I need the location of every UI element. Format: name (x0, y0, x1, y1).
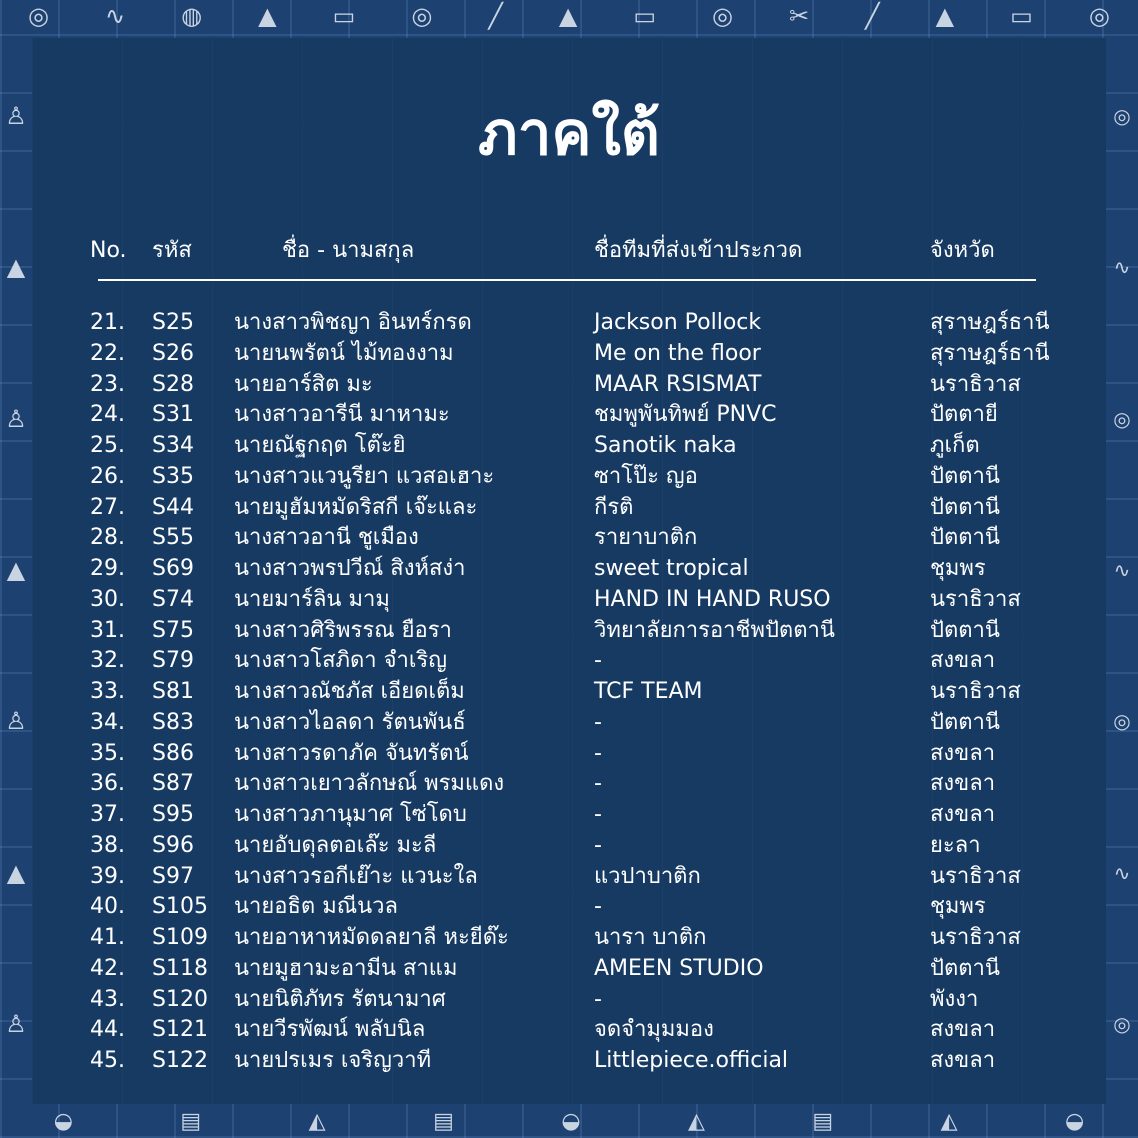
row-number: 30. (90, 586, 125, 612)
row-name: นายอธิต มณีนวล (234, 894, 398, 920)
row-province: นราธิวาส (930, 679, 1021, 704)
row-province: นราธิวาส (930, 586, 1021, 612)
row-name: นางสาวพรปวีณ์ สิงห์สง่า (234, 556, 466, 581)
row-province: นราธิวาส (930, 371, 1021, 397)
thread-icon: ∿ (1113, 557, 1131, 582)
row-name: นางสาวรดาภัค จันทรัตน์ (234, 740, 469, 766)
row-number: 21. (90, 310, 125, 335)
thread-icon: ∿ (1113, 860, 1131, 885)
row-province: สงขลา (930, 648, 996, 674)
row-team: TCF TEAM (594, 679, 703, 704)
scissors-icon: ✂ (789, 2, 810, 30)
table-row (32, 739, 1106, 770)
row-name: นายนิติภัทร รัตนามาศ (234, 986, 446, 1012)
row-code: S35 (152, 463, 194, 489)
row-name: นางสาวอานี ชูเมือง (234, 525, 419, 551)
row-province: ปัตตานี (930, 525, 1000, 551)
row-team: วิทยาลัยการอาชีพปัตตานี (594, 617, 835, 643)
button-icon: ◎ (1088, 2, 1110, 30)
row-code: S95 (152, 802, 194, 827)
row-number: 22. (90, 340, 125, 366)
thimble-icon: ▲ (558, 2, 578, 30)
pincushion-icon: ◒ (561, 1108, 581, 1134)
row-code: S44 (152, 494, 194, 520)
header-name: ชื่อ - นามสกุล (282, 238, 415, 263)
thimble-icon: ▲ (6, 253, 26, 282)
row-team: รายาบาติก (594, 525, 698, 551)
table-row (32, 862, 1106, 893)
row-team: นารา บาติก (594, 925, 707, 950)
decorative-border-left (0, 40, 32, 1100)
table-row (32, 400, 1106, 431)
button-icon: ◎ (712, 2, 733, 30)
row-team: - (594, 986, 602, 1012)
ruler-icon: ▭ (633, 2, 656, 30)
row-team: - (594, 832, 602, 858)
row-number: 31. (90, 617, 125, 643)
ruler-icon: ▤ (180, 1108, 202, 1134)
row-province: ปัตตานี (930, 709, 1000, 735)
row-number: 23. (90, 371, 125, 397)
row-name: นายมูฮัมหมัดริสกี เจ๊ะและ (234, 494, 478, 520)
row-team: AMEEN STUDIO (594, 955, 764, 981)
row-province: สงขลา (930, 1017, 996, 1043)
row-team: sweet tropical (594, 556, 749, 581)
row-code: S34 (152, 433, 194, 458)
button-icon: ◎ (28, 2, 49, 30)
row-team: ซาโป๊ะ ญอ (594, 463, 698, 489)
row-code: S75 (152, 617, 194, 643)
row-code: S109 (152, 925, 208, 950)
row-number: 41. (90, 925, 125, 950)
table-row (32, 431, 1106, 462)
table-row (32, 646, 1106, 677)
row-code: S79 (152, 648, 194, 674)
row-name: นายมาร์ลิน มามุ (234, 586, 390, 612)
table-row (32, 985, 1106, 1016)
row-number: 28. (90, 525, 125, 551)
table-row (32, 923, 1106, 954)
table-row (32, 554, 1106, 585)
table-row (32, 616, 1106, 647)
row-number: 27. (90, 494, 125, 520)
row-team: Me on the floor (594, 340, 761, 366)
row-name: นายณัฐกฤต โต๊ะยิ (234, 433, 406, 458)
iron-icon: ◭ (688, 1108, 705, 1134)
dress-form-icon: ♙ (5, 404, 27, 433)
row-team: - (594, 802, 602, 827)
row-name: นายวีรพัฒน์ พลับนิล (234, 1017, 426, 1043)
table-row (32, 1046, 1106, 1077)
row-team: - (594, 740, 602, 766)
row-name: นางสาวแวนูรียา แวสอเฮาะ (234, 463, 495, 489)
row-code: S105 (152, 894, 208, 920)
row-team: ชมพูพันทิพย์ PNVC (594, 402, 777, 428)
iron-icon: ◭ (308, 1108, 326, 1134)
row-name: นายอับดุลตอเล๊ะ มะลี (234, 832, 437, 858)
row-code: S122 (152, 1048, 208, 1073)
row-code: S121 (152, 1017, 208, 1043)
decorative-border-bottom (0, 1104, 1138, 1138)
row-team: MAAR RSISMAT (594, 371, 762, 397)
header-no: No. (90, 238, 127, 263)
button-icon: ◎ (411, 2, 433, 30)
table-row (32, 892, 1106, 923)
row-province: ยะลา (930, 832, 981, 858)
row-number: 32. (90, 648, 125, 674)
row-province: สุราษฎร์ธานี (930, 340, 1050, 366)
row-name: นายอาร์สิต มะ (234, 371, 373, 397)
row-number: 33. (90, 679, 125, 704)
ruler-icon: ▤ (812, 1108, 834, 1134)
thread-icon: ∿ (105, 2, 126, 30)
row-number: 29. (90, 556, 125, 581)
row-team: Sanotik naka (594, 433, 737, 458)
row-team: - (594, 648, 602, 674)
button-icon: ◎ (1113, 1012, 1131, 1037)
row-number: 45. (90, 1048, 125, 1073)
row-province: สุราษฎร์ธานี (930, 310, 1050, 335)
row-team: Jackson Pollock (594, 310, 762, 335)
row-number: 34. (90, 709, 125, 735)
row-code: S55 (152, 525, 194, 551)
decorative-border-right (1106, 40, 1138, 1100)
row-code: S28 (152, 371, 194, 397)
row-province: สงขลา (930, 802, 996, 827)
table-row (32, 954, 1106, 985)
ruler-icon: ▭ (1010, 2, 1033, 30)
row-code: S96 (152, 832, 194, 858)
dress-form-icon: ♙ (5, 1010, 27, 1039)
row-team: แวปาบาติก (594, 863, 701, 889)
row-code: S74 (152, 586, 194, 612)
row-name: นางสาวไอลดา รัตนพันธ์ (234, 709, 466, 735)
table-row (32, 493, 1106, 524)
row-number: 39. (90, 863, 125, 889)
row-number: 38. (90, 832, 125, 858)
row-name: นางสาวณัชภัส เอียดเต็ม (234, 679, 465, 704)
row-team: - (594, 894, 602, 920)
row-province: ชุมพร (930, 556, 986, 581)
row-number: 35. (90, 740, 125, 766)
pincushion-icon: ◒ (53, 1108, 73, 1134)
participant-table (32, 308, 1106, 1077)
row-number: 25. (90, 433, 125, 458)
row-name: นายปรเมร เจริญวาที (234, 1048, 432, 1073)
row-number: 24. (90, 402, 125, 428)
row-code: S25 (152, 310, 194, 335)
thimble-icon: ▲ (935, 2, 955, 30)
row-name: นางสาวโสภิดา จำเริญ (234, 648, 447, 674)
row-team: กีรติ (594, 494, 634, 520)
table-row (32, 523, 1106, 554)
row-team: Littlepiece.official (594, 1048, 789, 1073)
row-code: S69 (152, 556, 194, 581)
table-row (32, 370, 1106, 401)
row-province: ปัตตานี (930, 463, 1000, 489)
row-province: ภูเก็ต (930, 433, 980, 458)
row-province: ปัตตายี (930, 402, 998, 428)
row-province: สงขลา (930, 740, 996, 766)
table-row (32, 708, 1106, 739)
needle-icon: ╱ (865, 2, 880, 30)
row-number: 36. (90, 771, 125, 797)
row-name: นางสาวรอกีเย๊าะ แวนะใล (234, 863, 478, 889)
table-row (32, 677, 1106, 708)
header-code: รหัส (152, 238, 192, 263)
table-row (32, 308, 1106, 339)
content-panel (32, 38, 1106, 1104)
row-name: นางสาวเยาวลักษณ์ พรมแดง (234, 771, 505, 797)
yarn-ball-icon: ◍ (181, 2, 203, 30)
row-number: 40. (90, 894, 125, 920)
row-code: S120 (152, 986, 208, 1012)
row-code: S81 (152, 679, 194, 704)
ruler-icon: ▭ (332, 2, 356, 30)
button-icon: ◎ (1113, 709, 1131, 734)
row-code: S97 (152, 863, 194, 889)
row-code: S31 (152, 402, 194, 428)
row-province: สงขลา (930, 771, 996, 797)
row-province: นราธิวาส (930, 863, 1021, 889)
dress-form-icon: ♙ (5, 101, 27, 130)
row-number: 42. (90, 955, 125, 981)
row-province: ปัตตานี (930, 955, 1000, 981)
dress-form-icon: ♙ (5, 707, 27, 736)
needle-icon: ╱ (488, 2, 503, 30)
thimble-icon: ▲ (6, 555, 26, 584)
row-code: S87 (152, 771, 194, 797)
row-name: นายมูฮามะอามีน สาแม (234, 955, 458, 981)
button-icon: ◎ (1113, 103, 1131, 128)
table-row (32, 339, 1106, 370)
row-code: S83 (152, 709, 194, 735)
ruler-icon: ▤ (433, 1108, 454, 1134)
row-province: สงขลา (930, 1048, 996, 1073)
row-name: นางสาวพิชญา อินทร์กรด (234, 310, 472, 335)
row-code: S118 (152, 955, 208, 981)
decorative-border-top (0, 0, 1138, 32)
table-row (32, 585, 1106, 616)
header-divider (98, 279, 1036, 281)
row-name: นายอาหาหมัดดลยาลี หะยีด๊ะ (234, 925, 509, 950)
row-team: - (594, 709, 602, 735)
table-row (32, 831, 1106, 862)
table-row (32, 769, 1106, 800)
row-province: ชุมพร (930, 894, 986, 920)
header-team: ชื่อทีมที่ส่งเข้าประกวด (594, 238, 803, 263)
row-team: จดจำมุมมอง (594, 1017, 714, 1043)
thimble-icon: ▲ (6, 858, 26, 887)
row-province: นราธิวาส (930, 925, 1021, 950)
iron-icon: ◭ (940, 1108, 958, 1134)
row-code: S26 (152, 340, 194, 366)
thread-icon: ∿ (1113, 255, 1131, 280)
row-number: 26. (90, 463, 125, 489)
pincushion-icon: ◒ (1065, 1108, 1085, 1134)
row-name: นางสาวศิริพรรณ ยือรา (234, 617, 452, 643)
row-number: 44. (90, 1017, 125, 1043)
thimble-icon: ▲ (258, 2, 277, 30)
page-title: ภาคใต้ (478, 99, 660, 169)
header-province: จังหวัด (930, 238, 995, 263)
row-province: พังงา (930, 986, 979, 1012)
table-row (32, 462, 1106, 493)
row-team: HAND IN HAND RUSO (594, 586, 831, 612)
row-code: S86 (152, 740, 194, 766)
row-province: ปัตตานี (930, 617, 1000, 643)
row-number: 43. (90, 986, 125, 1012)
table-row (32, 800, 1106, 831)
row-name: นางสาวอารีนี มาหามะ (234, 402, 450, 428)
row-name: นางสาวภานุมาศ โซ่โดบ (234, 802, 467, 827)
table-row (32, 1015, 1106, 1046)
row-province: ปัตตานี (930, 494, 1000, 520)
button-icon: ◎ (1113, 406, 1131, 431)
row-name: นายนพรัตน์ ไม้ทองงาม (234, 340, 454, 366)
row-number: 37. (90, 802, 125, 827)
row-team: - (594, 771, 602, 797)
